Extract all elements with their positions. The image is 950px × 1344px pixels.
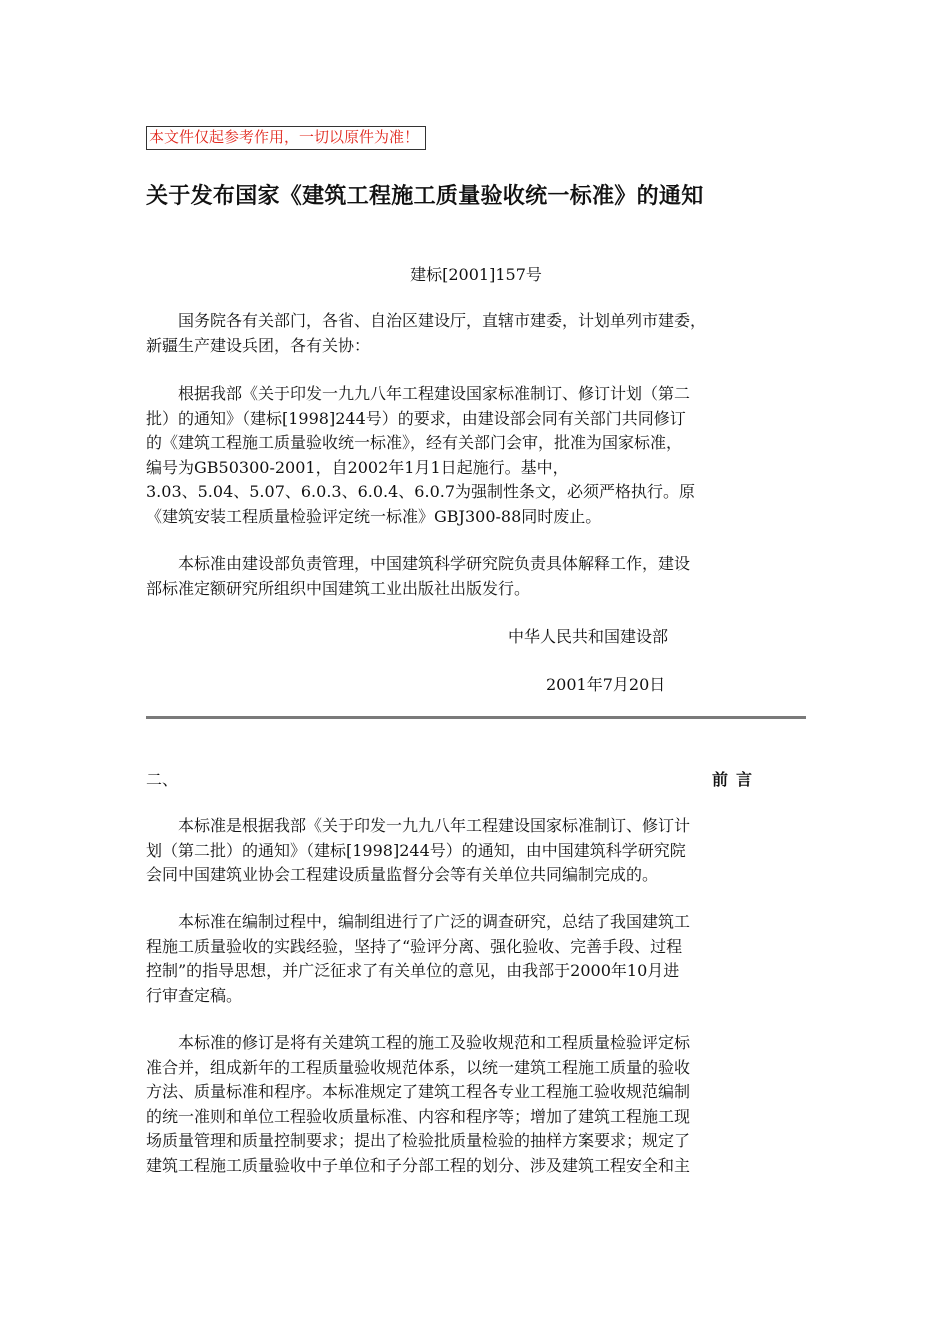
text-line: 批）的通知》（建标[1998]244号）的要求，由建设部会同有关部门共同修订 [146, 408, 686, 428]
issue-date: 2001年7月20日 [546, 675, 666, 694]
text-line: 新疆生产建设兵团，各有关协： [146, 335, 371, 355]
preface-paragraph-3 [146, 1031, 806, 1179]
text-line: 控制”的指导思想，并广泛征求了有关单位的意见，由我部于2000年10月进 [146, 961, 680, 981]
text-line: 方法、质量标准和程序。本标准规定了建筑工程各专业工程施工验收规范编制 [146, 1082, 691, 1102]
section-number: 二、 [146, 770, 179, 789]
text-line: 国务院各有关部门，各省、自治区建设厅，直辖市建委，计划单列市建委， [146, 311, 707, 330]
text-line: 本标准由建设部负责管理，中国建筑科学研究院负责具体解释工作，建设 [146, 554, 691, 573]
text-line: 根据我部《关于印发一九九八年工程建设国家标准制订、修订计划（第二 [146, 384, 691, 403]
text-line: 编号为GB50300-2001，自2002年1月1日起施行。基中， [146, 457, 569, 477]
preface-paragraph-2 [146, 910, 806, 1008]
document-number: 建标[2001]157号 [410, 265, 542, 284]
text-line: 准合并，组成新年的工程质量验收规范体系，以统一建筑工程施工质量的验收 [146, 1057, 691, 1077]
reference-notice: 本文件仅起参考作用，一切以原件为准！ [146, 126, 426, 150]
text-line: 会同中国建筑业协会工程建设质量监督分会等有关单位共同编制完成的。 [146, 865, 659, 885]
text-line: 本标准在编制过程中，编制组进行了广泛的调查研究，总结了我国建筑工 [146, 912, 691, 931]
issuer-signature: 中华人民共和国建设部 [508, 627, 669, 646]
document-title: 关于发布国家《建筑工程施工质量验收统一标准》的通知 [146, 183, 704, 209]
text-line: 建筑工程施工质量验收中子单位和子分部工程的划分、涉及建筑工程安全和主 [146, 1155, 691, 1175]
body-paragraph-2 [146, 552, 806, 601]
text-line: 《建筑安装工程质量检验评定统一标准》GBJ300-88同时废止。 [146, 506, 602, 526]
text-line: 划（第二批）的通知》（建标[1998]244号）的通知，由中国建筑科学研究院 [146, 840, 686, 860]
body-paragraph-1 [146, 382, 806, 530]
preface-paragraph-1 [146, 814, 806, 888]
text-line: 本标准的修订是将有关建筑工程的施工及验收规范和工程质量检验评定标 [146, 1033, 691, 1052]
text-line: 行审查定稿。 [146, 985, 243, 1005]
text-line: 的统一准则和单位工程验收质量标准、内容和程序等；增加了建筑工程施工现 [146, 1106, 691, 1126]
addressee-paragraph [146, 309, 806, 358]
text-line: 部标准定额研究所组织中国建筑工业出版社出版发行。 [146, 578, 531, 598]
text-line: 程施工质量验收的实践经验，坚持了“验评分离、强化验收、完善手段、过程 [146, 936, 683, 956]
document-page [146, 0, 806, 1344]
section-title: 前言 [712, 770, 761, 789]
text-line: 3.03、5.04、5.07、6.0.3、6.0.4、6.0.7为强制性条文，必须严格执行。原 [146, 482, 696, 502]
text-line: 的《建筑工程施工质量验收统一标准》，经有关部门会审，批准为国家标准， [146, 433, 683, 453]
text-line: 场质量管理和质量控制要求；提出了检验批质量检验的抽样方案要求；规定了 [146, 1131, 691, 1151]
horizontal-divider [146, 716, 806, 719]
text-line: 本标准是根据我部《关于印发一九九八年工程建设国家标准制订、修订计 [146, 816, 691, 835]
